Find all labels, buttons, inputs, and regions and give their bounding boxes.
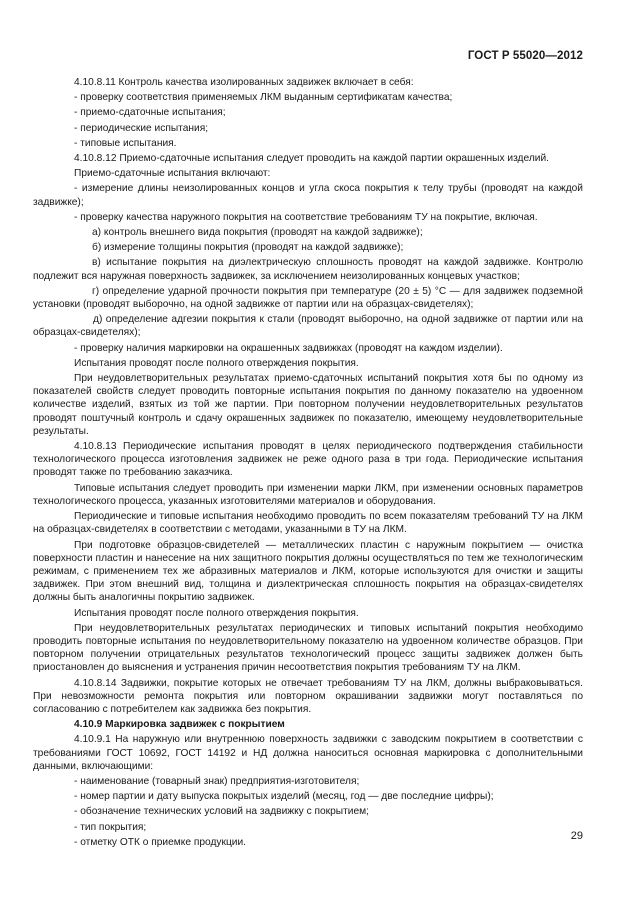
sub-item-b: б) измерение толщины покрытия (проводят на каждой задвижке); — [92, 242, 404, 254]
sub-item-g: г) определение ударной прочности покрытия при температуре (20 ± 5) °С — для задвижек подземной установки (проводят выборочно, на одной задвижке от партии или на образцах-свидетелях); — [33, 285, 583, 311]
sub-item-d: д) определение адгезии покрытия к стали (проводят выборочно, на одной задвижке от партии или на образцах-свидетелях); — [33, 314, 583, 339]
list-item: - измерение длины неизолированных концов и угла скоса покрытия к телу трубы (проводят на каждой задвижке); — [33, 183, 583, 208]
page-number: 29 — [570, 830, 583, 842]
paragraph: Приемо-сдаточные испытания включают: — [74, 168, 271, 180]
list-item: - номер партии и дату выпуска покрытых изделий (месяц, год — две последние цифры); — [74, 791, 494, 803]
paragraph: Периодические и типовые испытания необходимо проводить по всем показателям требований ТУ на ЛКМ на образцах-свидетелях в соответствии с методами, указанными в ТУ на ЛКМ. — [33, 511, 583, 536]
list-item: - обозначение технических условий на задвижку с покрытием; — [74, 806, 369, 818]
sub-item-a: а) контроль внешнего вида покрытия (проводят на каждой задвижке); — [92, 227, 423, 239]
list-item: - проверку качества наружного покрытия на соответствие требованиям ТУ на покрытие, включая. — [74, 211, 538, 223]
paragraph: Типовые испытания следует проводить при изменении марки ЛКМ, при изменении основных параметров технологического процесса, указанных изготовителями материалов и оборудования. — [33, 482, 583, 507]
paragraph: Испытания проводят после полного отверждения покрытия. — [74, 607, 359, 619]
paragraph-4-10-8-14: 4.10.8.14 Задвижки, покрытие которых не отвечает требованиям ТУ на ЛКМ, должны выбраковываться. При невозможности ремонта покрытия или повторном окрашивании задвижки могут поставляться по согласованию с потребителем как задвижка без покрытия. — [33, 677, 583, 715]
paragraph: При неудовлетворительных результатах периодических и типовых испытаний покрытия необходимо проводить повторные испытания по неудовлетворительному показателю на удвоенном количестве образцов. При повторном получении отрицательных результатов технологический процесс защиты задвижек должен быть приостановлен до выяснения и устранения причин несоответствия покрытия требованиям ТУ на ЛКМ. — [33, 622, 583, 674]
standard-header: ГОСТ Р 55020—2012 — [467, 50, 583, 62]
paragraph: При подготовке образцов-свидетелей — металлических пластин с наружным покрытием — очистка поверхности пластин и нанесение на них защитного покрытия должны осуществляться по тем же технологическим режимам, с применением тех же абразивных материалов и ЛКМ, которые используются для очистки и защиты задвижек. При этом внешний вид, толщина и диэлектрическая сплошность покрытия на образцах-свидетелях должны быть аналогичны покрытию задвижек. — [33, 539, 583, 604]
list-item: - отметку ОТК о приемке продукции. — [74, 836, 247, 848]
list-item: - проверку наличия маркировки на окрашенных задвижках (проводят на каждом изделии). — [74, 342, 503, 354]
list-item: - наименование (товарный знак) предприятия-изготовителя; — [74, 775, 360, 787]
list-item: - тип покрытия; — [74, 821, 147, 833]
section-heading-4-10-9: 4.10.9 Маркировка задвижек с покрытием — [74, 719, 285, 731]
list-item: - типовые испытания. — [74, 137, 177, 149]
list-item: - периодические испытания; — [74, 122, 209, 134]
paragraph: Испытания проводят после полного отверждения покрытия. — [74, 357, 359, 369]
paragraph-4-10-8-12: 4.10.8.12 Приемо-сдаточные испытания следует проводить на каждой партии окрашенных изделий. — [74, 153, 549, 165]
sub-item-v: в) испытание покрытия на диэлектрическую сплошность проводят на каждой задвижке. Контролю подлежит вся наружная поверхность задвижек, за исключением неизолированных концевых участков; — [33, 257, 583, 282]
paragraph-4-10-9-1: 4.10.9.1 На наружную или внутреннюю поверхность задвижки с заводским покрытием в соответствии с требованиями ГОСТ 10692, ГОСТ 14192 и НД должна наноситься основная маркировка с дополнительными данными, включающими: — [33, 734, 583, 772]
paragraph: При неудовлетворительных результатах приемо-сдаточных испытаний покрытия хотя бы по одному из показателей свойств следует проводить повторные испытания покрытия по данному показателю на удвоенном количестве изделий, взятых из той же партии. При повторном получении неудовлетворительных результатов проводят поштучный контроль и сдачу окрашенных задвижек по показателю, имеющему неудовлетворительные результаты. — [33, 373, 583, 437]
list-item: - приемо-сдаточные испытания; — [74, 107, 226, 119]
list-item: - проверку соответствия применяемых ЛКМ выданным сертификатам качества; — [74, 92, 453, 104]
paragraph-4-10-8-11: 4.10.8.11 Контроль качества изолированных задвижек включает в себя: — [74, 77, 414, 88]
paragraph-4-10-8-13: 4.10.8.13 Периодические испытания проводят в целях периодического подтверждения стабильности технологического процесса изготовления задвижек не реже одного раза в три года. Периодические испытания проводят также по требованию заказчика. — [33, 441, 583, 479]
document-body — [33, 76, 583, 851]
